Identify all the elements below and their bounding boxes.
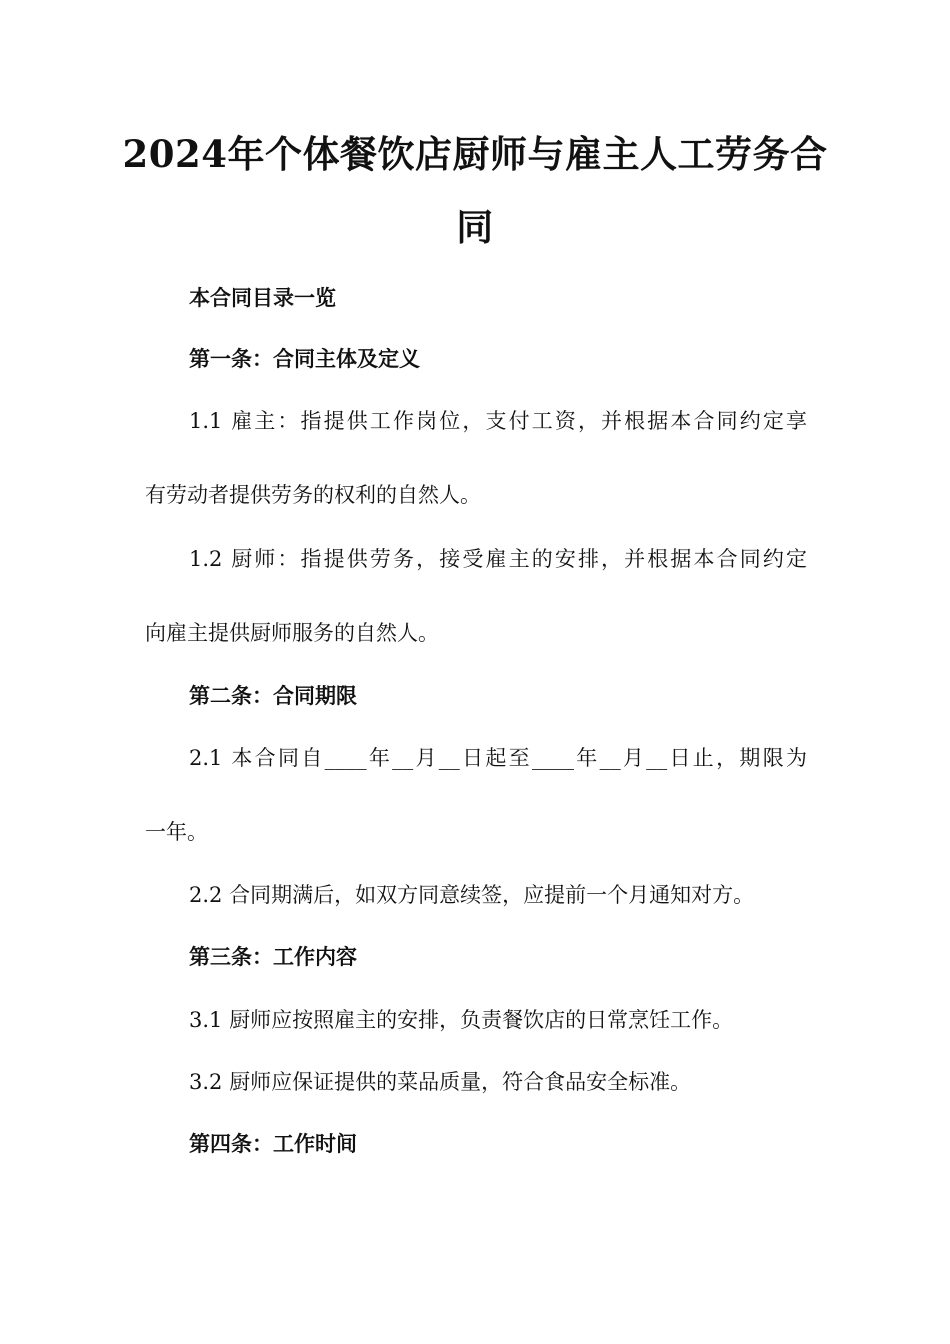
document-title-line-1: 2024年个体餐饮店厨师与雇主人工劳务合 [122,132,828,176]
toc-heading: 本合同目录一览 [189,286,336,310]
article-2-heading: 第二条：合同期限 [189,684,357,708]
clause-2-1-line-1: 2.1 本合同自____年__月__日起至____年__月__日止，期限为 [189,746,807,770]
clause-2-2: 2.2 合同期满后，如双方同意续签，应提前一个月通知对方。 [189,883,755,907]
document-title-line-2: 同 [456,205,494,249]
clause-1-2-line-2: 向雇主提供厨师服务的自然人。 [145,621,439,645]
clause-1-2-line-1: 1.2 厨师：指提供劳务，接受雇主的安排，并根据本合同约定 [189,547,807,571]
clause-2-1-line-2: 一年。 [145,820,208,844]
clause-1-1-line-2: 有劳动者提供劳务的权利的自然人。 [145,483,481,507]
article-4-heading: 第四条：工作时间 [189,1132,357,1156]
article-3-heading: 第三条：工作内容 [189,945,357,969]
clause-3-2: 3.2 厨师应保证提供的菜品质量，符合食品安全标准。 [189,1070,692,1094]
article-1-heading: 第一条：合同主体及定义 [189,347,420,371]
clause-3-1: 3.1 厨师应按照雇主的安排，负责餐饮店的日常烹饪工作。 [189,1008,734,1032]
clause-1-1-line-1: 1.1 雇主：指提供工作岗位，支付工资，并根据本合同约定享 [189,409,807,433]
